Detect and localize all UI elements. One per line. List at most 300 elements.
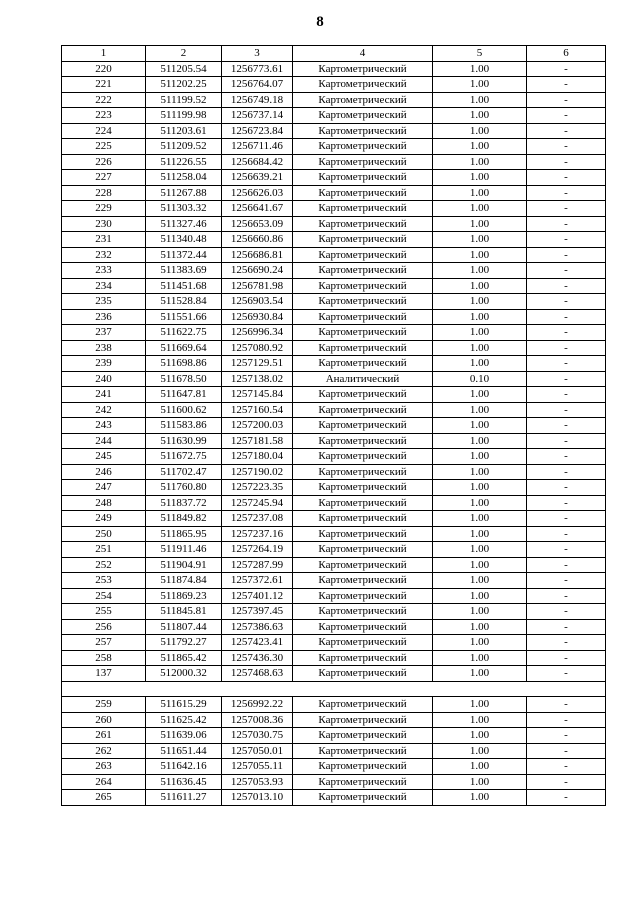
x-coordinate-cell: 511845.81 [146, 604, 222, 620]
method-cell: Картометрический [293, 573, 433, 589]
point-number-cell: 258 [62, 650, 146, 666]
x-coordinate-cell: 511904.91 [146, 557, 222, 573]
header-row [62, 46, 606, 62]
accuracy-cell: 1.00 [433, 790, 527, 806]
y-coordinate-cell: 1257264.19 [222, 542, 293, 558]
table-row [62, 433, 606, 449]
x-coordinate-cell: 511639.06 [146, 728, 222, 744]
point-number-cell: 262 [62, 743, 146, 759]
y-coordinate-cell: 1257372.61 [222, 573, 293, 589]
accuracy-cell: 1.00 [433, 77, 527, 93]
note-cell: - [527, 464, 606, 480]
note-cell: - [527, 790, 606, 806]
y-coordinate-cell: 1257423.41 [222, 635, 293, 651]
y-coordinate-cell: 1256903.54 [222, 294, 293, 310]
accuracy-cell: 1.00 [433, 216, 527, 232]
x-coordinate-cell: 511678.50 [146, 371, 222, 387]
note-cell: - [527, 666, 606, 682]
x-coordinate-cell: 511911.46 [146, 542, 222, 558]
x-coordinate-cell: 511869.23 [146, 588, 222, 604]
x-coordinate-cell: 511760.80 [146, 480, 222, 496]
point-number-cell: 229 [62, 201, 146, 217]
table-row [62, 139, 606, 155]
method-cell: Картометрический [293, 216, 433, 232]
table-row [62, 712, 606, 728]
note-cell: - [527, 495, 606, 511]
method-cell: Картометрический [293, 697, 433, 713]
header-cell-2: 2 [146, 46, 222, 62]
table-row [62, 123, 606, 139]
y-coordinate-cell: 1257386.63 [222, 619, 293, 635]
y-coordinate-cell: 1256690.24 [222, 263, 293, 279]
y-coordinate-cell: 1257050.01 [222, 743, 293, 759]
method-cell: Картометрический [293, 511, 433, 527]
point-number-cell: 247 [62, 480, 146, 496]
note-cell: - [527, 247, 606, 263]
accuracy-cell: 1.00 [433, 356, 527, 372]
y-coordinate-cell: 1257160.54 [222, 402, 293, 418]
table-row [62, 402, 606, 418]
point-number-cell: 224 [62, 123, 146, 139]
point-number-cell: 250 [62, 526, 146, 542]
header-cell-3: 3 [222, 46, 293, 62]
point-number-cell: 257 [62, 635, 146, 651]
table-row [62, 542, 606, 558]
header-cell-5: 5 [433, 46, 527, 62]
y-coordinate-cell: 1256626.03 [222, 185, 293, 201]
accuracy-cell: 1.00 [433, 712, 527, 728]
point-number-cell: 256 [62, 619, 146, 635]
note-cell: - [527, 712, 606, 728]
point-number-cell: 248 [62, 495, 146, 511]
accuracy-cell: 1.00 [433, 61, 527, 77]
y-coordinate-cell: 1257180.04 [222, 449, 293, 465]
point-number-cell: 251 [62, 542, 146, 558]
point-number-cell: 222 [62, 92, 146, 108]
method-cell: Картометрический [293, 619, 433, 635]
y-coordinate-cell: 1257397.45 [222, 604, 293, 620]
accuracy-cell: 1.00 [433, 185, 527, 201]
table-separator [62, 681, 606, 697]
y-coordinate-cell: 1256749.18 [222, 92, 293, 108]
note-cell: - [527, 418, 606, 434]
method-cell: Картометрический [293, 449, 433, 465]
note-cell: - [527, 449, 606, 465]
y-coordinate-cell: 1257237.08 [222, 511, 293, 527]
accuracy-cell: 1.00 [433, 542, 527, 558]
x-coordinate-cell: 512000.32 [146, 666, 222, 682]
point-number-cell: 249 [62, 511, 146, 527]
table-row [62, 774, 606, 790]
x-coordinate-cell: 511672.75 [146, 449, 222, 465]
point-number-cell: 226 [62, 154, 146, 170]
accuracy-cell: 1.00 [433, 325, 527, 341]
method-cell: Картометрический [293, 232, 433, 248]
method-cell: Картометрический [293, 728, 433, 744]
accuracy-cell: 1.00 [433, 464, 527, 480]
y-coordinate-cell: 1257013.10 [222, 790, 293, 806]
table-body-first-contour [62, 61, 606, 681]
x-coordinate-cell: 511451.68 [146, 278, 222, 294]
accuracy-cell: 1.00 [433, 170, 527, 186]
x-coordinate-cell: 511792.27 [146, 635, 222, 651]
table-row [62, 588, 606, 604]
y-coordinate-cell: 1257030.75 [222, 728, 293, 744]
point-number-cell: 265 [62, 790, 146, 806]
x-coordinate-cell: 511642.16 [146, 759, 222, 775]
table-row [62, 557, 606, 573]
method-cell: Картометрический [293, 185, 433, 201]
table-row [62, 650, 606, 666]
point-number-cell: 137 [62, 666, 146, 682]
accuracy-cell: 1.00 [433, 650, 527, 666]
y-coordinate-cell: 1257190.02 [222, 464, 293, 480]
x-coordinate-cell: 511199.52 [146, 92, 222, 108]
table-row [62, 619, 606, 635]
note-cell: - [527, 650, 606, 666]
method-cell: Картометрический [293, 387, 433, 403]
accuracy-cell: 1.00 [433, 247, 527, 263]
table-row [62, 464, 606, 480]
header-cell-4: 4 [293, 46, 433, 62]
table-row [62, 697, 606, 713]
method-cell: Аналитический [293, 371, 433, 387]
note-cell: - [527, 61, 606, 77]
accuracy-cell: 1.00 [433, 123, 527, 139]
table-row [62, 790, 606, 806]
x-coordinate-cell: 511874.84 [146, 573, 222, 589]
table-row [62, 294, 606, 310]
x-coordinate-cell: 511551.66 [146, 309, 222, 325]
header-cell-6: 6 [527, 46, 606, 62]
method-cell: Картометрический [293, 340, 433, 356]
y-coordinate-cell: 1257129.51 [222, 356, 293, 372]
point-number-cell: 234 [62, 278, 146, 294]
accuracy-cell: 1.00 [433, 588, 527, 604]
x-coordinate-cell: 511647.81 [146, 387, 222, 403]
table-row [62, 387, 606, 403]
point-number-cell: 228 [62, 185, 146, 201]
table-row [62, 526, 606, 542]
method-cell: Картометрический [293, 356, 433, 372]
point-number-cell: 238 [62, 340, 146, 356]
y-coordinate-cell: 1256773.61 [222, 61, 293, 77]
accuracy-cell: 1.00 [433, 619, 527, 635]
table-row [62, 449, 606, 465]
y-coordinate-cell: 1257468.63 [222, 666, 293, 682]
table-row [62, 340, 606, 356]
note-cell: - [527, 92, 606, 108]
point-number-cell: 241 [62, 387, 146, 403]
note-cell: - [527, 294, 606, 310]
accuracy-cell: 1.00 [433, 604, 527, 620]
point-number-cell: 240 [62, 371, 146, 387]
x-coordinate-cell: 511199.98 [146, 108, 222, 124]
x-coordinate-cell: 511636.45 [146, 774, 222, 790]
accuracy-cell: 1.00 [433, 759, 527, 775]
y-coordinate-cell: 1257145.84 [222, 387, 293, 403]
table-row [62, 759, 606, 775]
y-coordinate-cell: 1257181.58 [222, 433, 293, 449]
note-cell: - [527, 278, 606, 294]
method-cell: Картометрический [293, 635, 433, 651]
note-cell: - [527, 635, 606, 651]
method-cell: Картометрический [293, 263, 433, 279]
accuracy-cell: 1.00 [433, 557, 527, 573]
method-cell: Картометрический [293, 170, 433, 186]
accuracy-cell: 1.00 [433, 573, 527, 589]
point-number-cell: 260 [62, 712, 146, 728]
y-coordinate-cell: 1257287.99 [222, 557, 293, 573]
note-cell: - [527, 263, 606, 279]
accuracy-cell: 0.10 [433, 371, 527, 387]
point-number-cell: 252 [62, 557, 146, 573]
accuracy-cell: 1.00 [433, 294, 527, 310]
method-cell: Картометрический [293, 418, 433, 434]
table-row [62, 511, 606, 527]
y-coordinate-cell: 1256639.21 [222, 170, 293, 186]
y-coordinate-cell: 1256686.81 [222, 247, 293, 263]
y-coordinate-cell: 1257138.02 [222, 371, 293, 387]
method-cell: Картометрический [293, 666, 433, 682]
note-cell: - [527, 325, 606, 341]
y-coordinate-cell: 1256737.14 [222, 108, 293, 124]
table-row [62, 247, 606, 263]
note-cell: - [527, 371, 606, 387]
note-cell: - [527, 542, 606, 558]
header-cell-1: 1 [62, 46, 146, 62]
point-number-cell: 246 [62, 464, 146, 480]
note-cell: - [527, 759, 606, 775]
table-row [62, 728, 606, 744]
point-number-cell: 239 [62, 356, 146, 372]
x-coordinate-cell: 511651.44 [146, 743, 222, 759]
table-row [62, 418, 606, 434]
accuracy-cell: 1.00 [433, 232, 527, 248]
y-coordinate-cell: 1257008.36 [222, 712, 293, 728]
accuracy-cell: 1.00 [433, 154, 527, 170]
x-coordinate-cell: 511698.86 [146, 356, 222, 372]
method-cell: Картометрический [293, 309, 433, 325]
method-cell: Картометрический [293, 433, 433, 449]
point-number-cell: 236 [62, 309, 146, 325]
note-cell: - [527, 743, 606, 759]
accuracy-cell: 1.00 [433, 309, 527, 325]
table-row [62, 108, 606, 124]
accuracy-cell: 1.00 [433, 480, 527, 496]
note-cell: - [527, 185, 606, 201]
point-number-cell: 237 [62, 325, 146, 341]
note-cell: - [527, 201, 606, 217]
note-cell: - [527, 170, 606, 186]
accuracy-cell: 1.00 [433, 340, 527, 356]
blank-cell [62, 681, 606, 697]
x-coordinate-cell: 511340.48 [146, 232, 222, 248]
table-row [62, 495, 606, 511]
method-cell: Картометрический [293, 604, 433, 620]
table-row [62, 263, 606, 279]
accuracy-cell: 1.00 [433, 92, 527, 108]
table-row [62, 356, 606, 372]
accuracy-cell: 1.00 [433, 774, 527, 790]
x-coordinate-cell: 511303.32 [146, 201, 222, 217]
accuracy-cell: 1.00 [433, 418, 527, 434]
y-coordinate-cell: 1257436.30 [222, 650, 293, 666]
method-cell: Картометрический [293, 77, 433, 93]
method-cell: Картометрический [293, 294, 433, 310]
note-cell: - [527, 356, 606, 372]
y-coordinate-cell: 1257245.94 [222, 495, 293, 511]
y-coordinate-cell: 1256660.86 [222, 232, 293, 248]
method-cell: Картометрический [293, 588, 433, 604]
point-number-cell: 255 [62, 604, 146, 620]
accuracy-cell: 1.00 [433, 449, 527, 465]
table-row [62, 480, 606, 496]
x-coordinate-cell: 511669.64 [146, 340, 222, 356]
y-coordinate-cell: 1256653.09 [222, 216, 293, 232]
note-cell: - [527, 123, 606, 139]
x-coordinate-cell: 511203.61 [146, 123, 222, 139]
note-cell: - [527, 774, 606, 790]
note-cell: - [527, 604, 606, 620]
table-row [62, 232, 606, 248]
y-coordinate-cell: 1256641.67 [222, 201, 293, 217]
table-row [62, 216, 606, 232]
x-coordinate-cell: 511849.82 [146, 511, 222, 527]
point-number-cell: 232 [62, 247, 146, 263]
method-cell: Картометрический [293, 480, 433, 496]
coordinates-table [61, 45, 606, 806]
table-row [62, 666, 606, 682]
method-cell: Картометрический [293, 402, 433, 418]
table-row [62, 92, 606, 108]
note-cell: - [527, 480, 606, 496]
x-coordinate-cell: 511630.99 [146, 433, 222, 449]
x-coordinate-cell: 511807.44 [146, 619, 222, 635]
accuracy-cell: 1.00 [433, 201, 527, 217]
note-cell: - [527, 232, 606, 248]
table-row [62, 325, 606, 341]
point-number-cell: 242 [62, 402, 146, 418]
x-coordinate-cell: 511205.54 [146, 61, 222, 77]
note-cell: - [527, 340, 606, 356]
accuracy-cell: 1.00 [433, 511, 527, 527]
x-coordinate-cell: 511258.04 [146, 170, 222, 186]
method-cell: Картометрический [293, 325, 433, 341]
point-number-cell: 253 [62, 573, 146, 589]
point-number-cell: 227 [62, 170, 146, 186]
table-row [62, 371, 606, 387]
note-cell: - [527, 728, 606, 744]
note-cell: - [527, 387, 606, 403]
x-coordinate-cell: 511226.55 [146, 154, 222, 170]
accuracy-cell: 1.00 [433, 495, 527, 511]
y-coordinate-cell: 1257080.92 [222, 340, 293, 356]
note-cell: - [527, 154, 606, 170]
table-row [62, 604, 606, 620]
x-coordinate-cell: 511837.72 [146, 495, 222, 511]
x-coordinate-cell: 511600.62 [146, 402, 222, 418]
point-number-cell: 230 [62, 216, 146, 232]
y-coordinate-cell: 1257401.12 [222, 588, 293, 604]
y-coordinate-cell: 1256764.07 [222, 77, 293, 93]
x-coordinate-cell: 511622.75 [146, 325, 222, 341]
y-coordinate-cell: 1257237.16 [222, 526, 293, 542]
method-cell: Картометрический [293, 774, 433, 790]
method-cell: Картометрический [293, 557, 433, 573]
x-coordinate-cell: 511383.69 [146, 263, 222, 279]
point-number-cell: 245 [62, 449, 146, 465]
y-coordinate-cell: 1256930.84 [222, 309, 293, 325]
accuracy-cell: 1.00 [433, 402, 527, 418]
note-cell: - [527, 216, 606, 232]
note-cell: - [527, 619, 606, 635]
accuracy-cell: 1.00 [433, 139, 527, 155]
y-coordinate-cell: 1256723.84 [222, 123, 293, 139]
method-cell: Картометрический [293, 278, 433, 294]
table-row [62, 61, 606, 77]
y-coordinate-cell: 1256711.46 [222, 139, 293, 155]
accuracy-cell: 1.00 [433, 666, 527, 682]
x-coordinate-cell: 511327.46 [146, 216, 222, 232]
x-coordinate-cell: 511702.47 [146, 464, 222, 480]
note-cell: - [527, 511, 606, 527]
method-cell: Картометрический [293, 247, 433, 263]
method-cell: Картометрический [293, 139, 433, 155]
note-cell: - [527, 309, 606, 325]
accuracy-cell: 1.00 [433, 433, 527, 449]
note-cell: - [527, 697, 606, 713]
accuracy-cell: 1.00 [433, 278, 527, 294]
point-number-cell: 220 [62, 61, 146, 77]
method-cell: Картометрический [293, 759, 433, 775]
point-number-cell: 223 [62, 108, 146, 124]
y-coordinate-cell: 1256996.34 [222, 325, 293, 341]
note-cell: - [527, 573, 606, 589]
note-cell: - [527, 108, 606, 124]
accuracy-cell: 1.00 [433, 697, 527, 713]
method-cell: Картометрический [293, 123, 433, 139]
table-row [62, 185, 606, 201]
point-number-cell: 235 [62, 294, 146, 310]
x-coordinate-cell: 511209.52 [146, 139, 222, 155]
accuracy-cell: 1.00 [433, 263, 527, 279]
blank-row [62, 681, 606, 697]
table-row [62, 201, 606, 217]
table-row [62, 743, 606, 759]
note-cell: - [527, 433, 606, 449]
point-number-cell: 263 [62, 759, 146, 775]
point-number-cell: 244 [62, 433, 146, 449]
y-coordinate-cell: 1256781.98 [222, 278, 293, 294]
accuracy-cell: 1.00 [433, 743, 527, 759]
y-coordinate-cell: 1256684.42 [222, 154, 293, 170]
y-coordinate-cell: 1257055.11 [222, 759, 293, 775]
x-coordinate-cell: 511528.84 [146, 294, 222, 310]
x-coordinate-cell: 511611.27 [146, 790, 222, 806]
accuracy-cell: 1.00 [433, 728, 527, 744]
table-row [62, 309, 606, 325]
x-coordinate-cell: 511202.25 [146, 77, 222, 93]
point-number-cell: 243 [62, 418, 146, 434]
y-coordinate-cell: 1257223.35 [222, 480, 293, 496]
point-number-cell: 261 [62, 728, 146, 744]
method-cell: Картометрический [293, 92, 433, 108]
table-body-second-contour [62, 697, 606, 806]
method-cell: Картометрический [293, 201, 433, 217]
accuracy-cell: 1.00 [433, 526, 527, 542]
point-number-cell: 231 [62, 232, 146, 248]
